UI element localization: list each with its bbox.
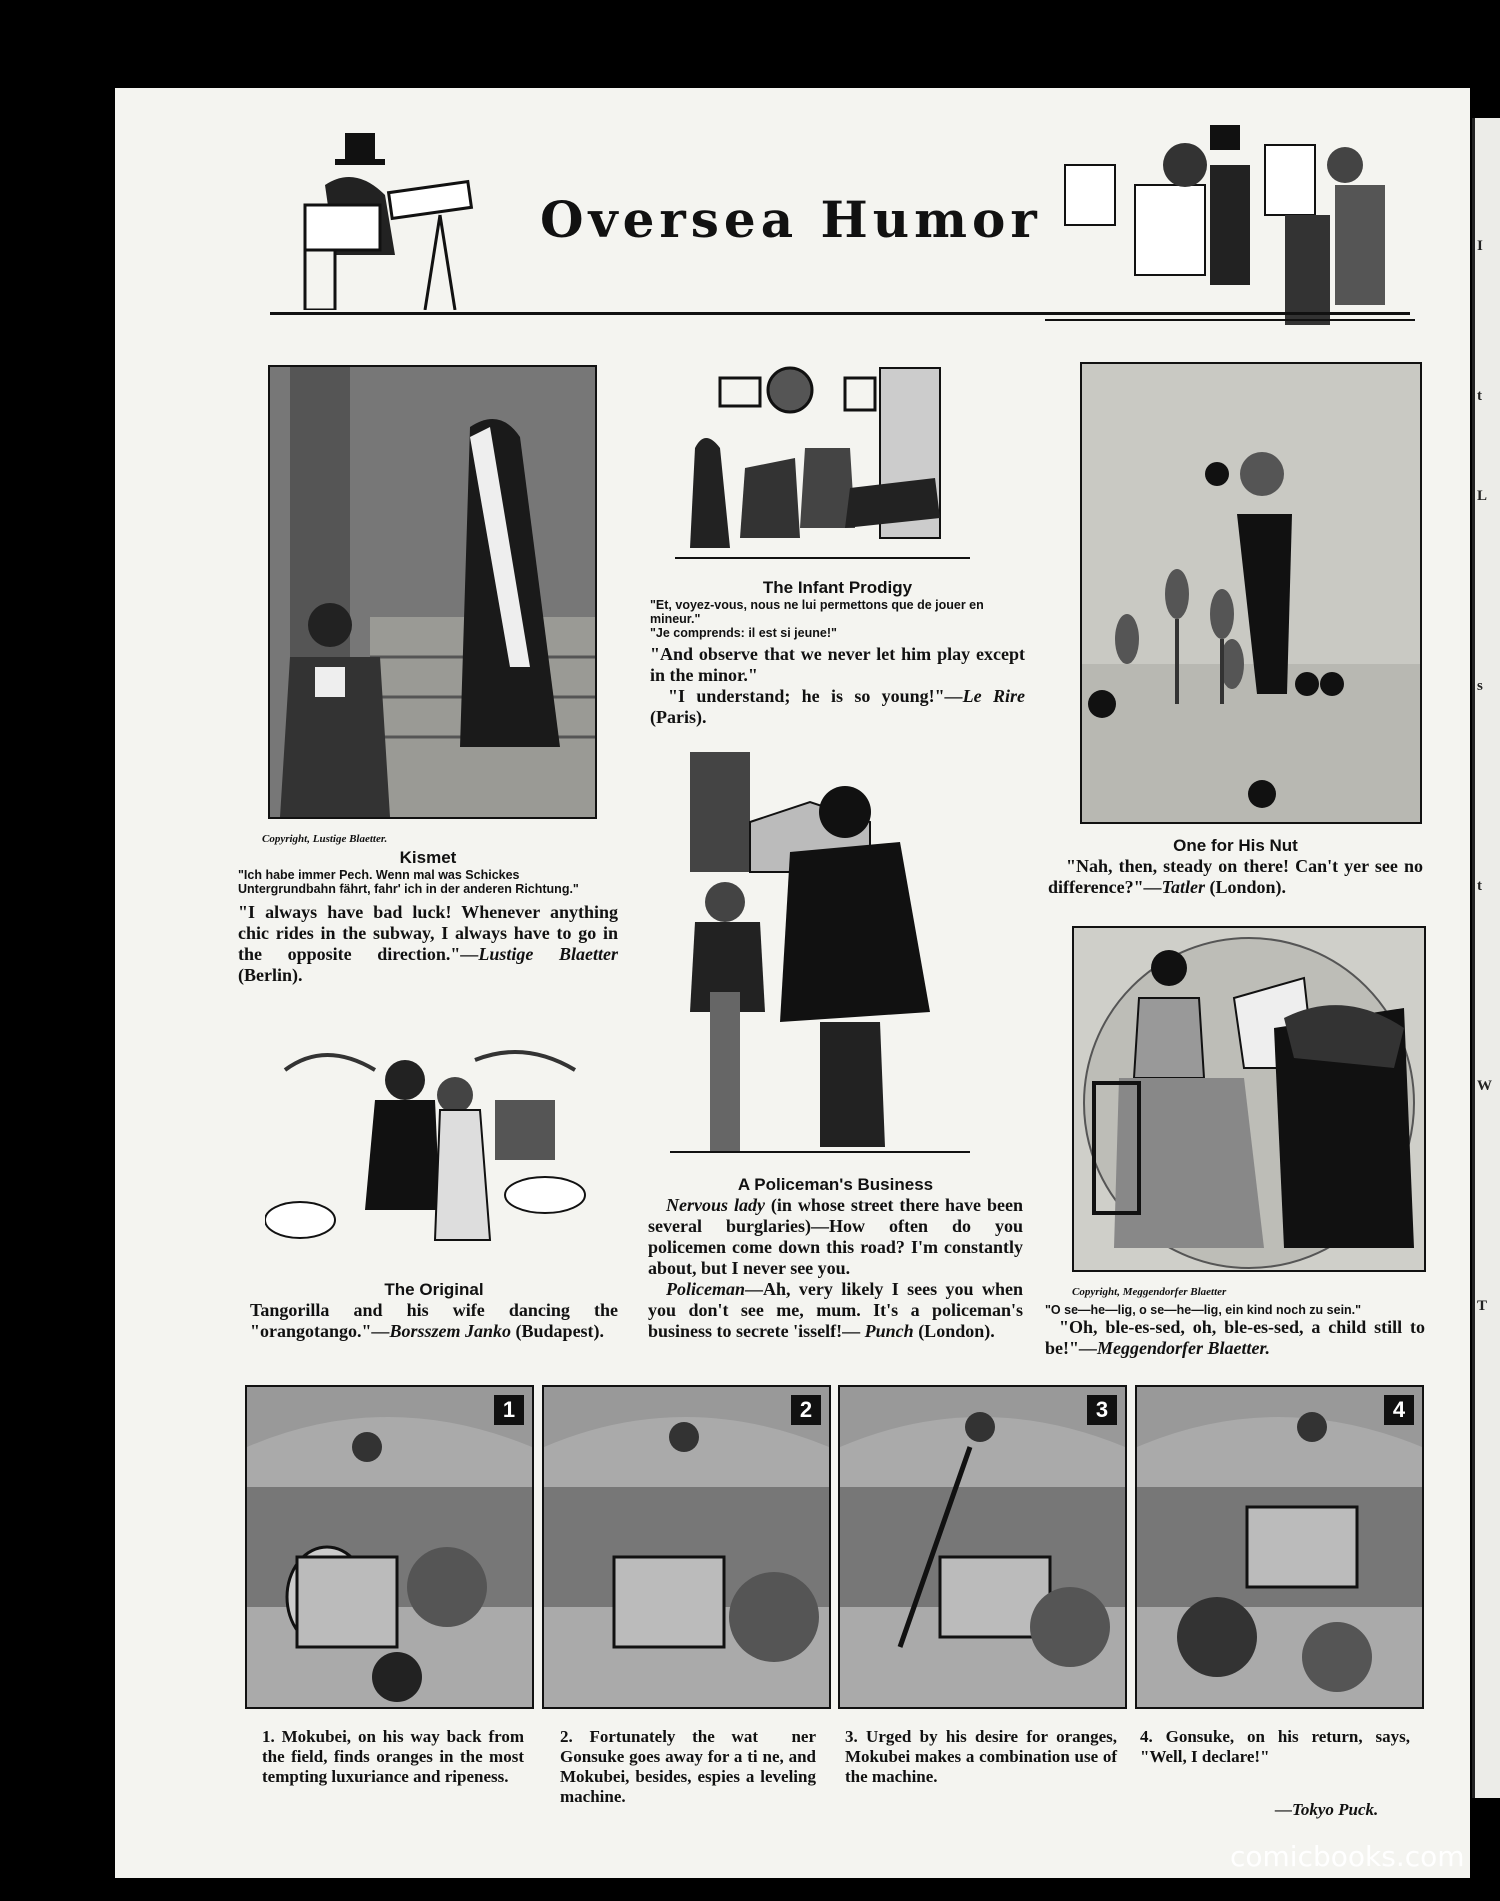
- policeman-illustration: [670, 752, 970, 1157]
- header-ground-line: [270, 312, 1410, 315]
- nut-title: One for His Nut: [1173, 836, 1298, 855]
- infant-prodigy-translation-1: "And observe that we never let him play except in the minor.": [650, 644, 1025, 685]
- header-illustration-right: [1045, 125, 1415, 325]
- nut-caption: [1048, 836, 1423, 898]
- strip-panel-2: [542, 1385, 831, 1709]
- infant-prodigy-illustration: [675, 358, 970, 568]
- strip-panel-1-number: 1: [494, 1395, 524, 1425]
- infant-prodigy-title: The Infant Prodigy: [762, 578, 913, 597]
- piano-copyright: Copyright, Meggendorfer Blaetter: [1072, 1286, 1227, 1298]
- strip-panel-1: [245, 1385, 534, 1709]
- header-illustration-left: [265, 125, 515, 310]
- infant-prodigy-caption: [650, 578, 1025, 728]
- strip-credit: —Tokyo Puck.: [1275, 1800, 1379, 1819]
- watermark: comicbooks.com: [1230, 1840, 1465, 1873]
- infant-prodigy-original-2: "Je comprends: il est si jeune!": [650, 626, 837, 640]
- kismet-original-text: "Ich habe immer Pech. Wenn mal was Schickes Untergrundbahn fährt, fahr' ich in der anderen Richtung.": [238, 868, 579, 896]
- strip-caption-1: 1. Mokubei, on his way back from the field, finds oranges in the most tempting luxuriance and ripeness.: [262, 1727, 524, 1786]
- strip-caption-2: 2. Fortunately the wat ner Gonsuke goes away for a ti ne, and Mokubei, besides, espies a leveling machine.: [560, 1727, 816, 1806]
- policeman-dialogue-2: Policeman—Ah, very likely I sees you when you don't see me, mum. It's a policeman's business to secrete 'isself!— Punch (London).: [648, 1279, 1023, 1341]
- strip-caption-3: 3. Urged by his desire for oranges, Mokubei makes a combination use of the machine.: [845, 1727, 1117, 1786]
- policeman-title: A Policeman's Business: [737, 1175, 934, 1194]
- piano-original-text: "O se—he—lig, o se—he—lig, ein kind noch zu sein.": [1045, 1303, 1362, 1317]
- nut-translation: "Nah, then, steady on there! Can't yer see no difference?"—Tatler (London).: [1048, 856, 1423, 897]
- nut-illustration: [1080, 362, 1422, 824]
- the-original-illustration: [265, 1040, 595, 1275]
- adjacent-page-edge: I t L s t W T: [1472, 118, 1500, 1798]
- piano-translation: "Oh, ble-es-sed, oh, ble-es-sed, a child still to be!"—Meggendorfer Blaetter.: [1045, 1317, 1425, 1358]
- strip-panel-3-number: 3: [1087, 1395, 1117, 1425]
- strip-caption-4: 4. Gonsuke, on his return, says, "Well, I declare!": [1140, 1727, 1410, 1766]
- strip-panel-2-number: 2: [791, 1395, 821, 1425]
- kismet-caption: [238, 848, 618, 986]
- kismet-translation: "I always have bad luck! Whenever anything chic rides in the subway, I always have to go in the opposite direction."—Lustige Blaetter (Berlin).: [238, 902, 618, 985]
- kismet-copyright: Copyright, Lustige Blaetter.: [262, 833, 388, 845]
- strip-panel-4-number: 4: [1384, 1395, 1414, 1425]
- kismet-illustration: [268, 365, 597, 819]
- the-original-caption: [250, 1280, 618, 1342]
- strip-panel-4: [1135, 1385, 1424, 1709]
- the-original-title: The Original: [384, 1280, 484, 1299]
- the-original-translation: Tangorilla and his wife dancing the "orangotango."—Borsszem Janko (Budapest).: [250, 1300, 618, 1341]
- piano-illustration: [1072, 926, 1426, 1272]
- infant-prodigy-original-1: "Et, voyez-vous, nous ne lui permettons que de jouer en mineur.": [650, 598, 984, 626]
- policeman-dialogue-1: Nervous lady (in whose street there have been several burglaries)—How often do you policemen come down this road? I'm constantly about, but I never see you.: [648, 1195, 1023, 1278]
- piano-caption: [1045, 1303, 1425, 1359]
- strip-panel-3: [838, 1385, 1127, 1709]
- policeman-caption: [648, 1175, 1023, 1342]
- infant-prodigy-translation-2: "I understand; he is so young!"—Le Rire (Paris).: [650, 686, 1025, 727]
- kismet-title: Kismet: [399, 848, 457, 867]
- page-title: Oversea Humor: [540, 190, 1042, 249]
